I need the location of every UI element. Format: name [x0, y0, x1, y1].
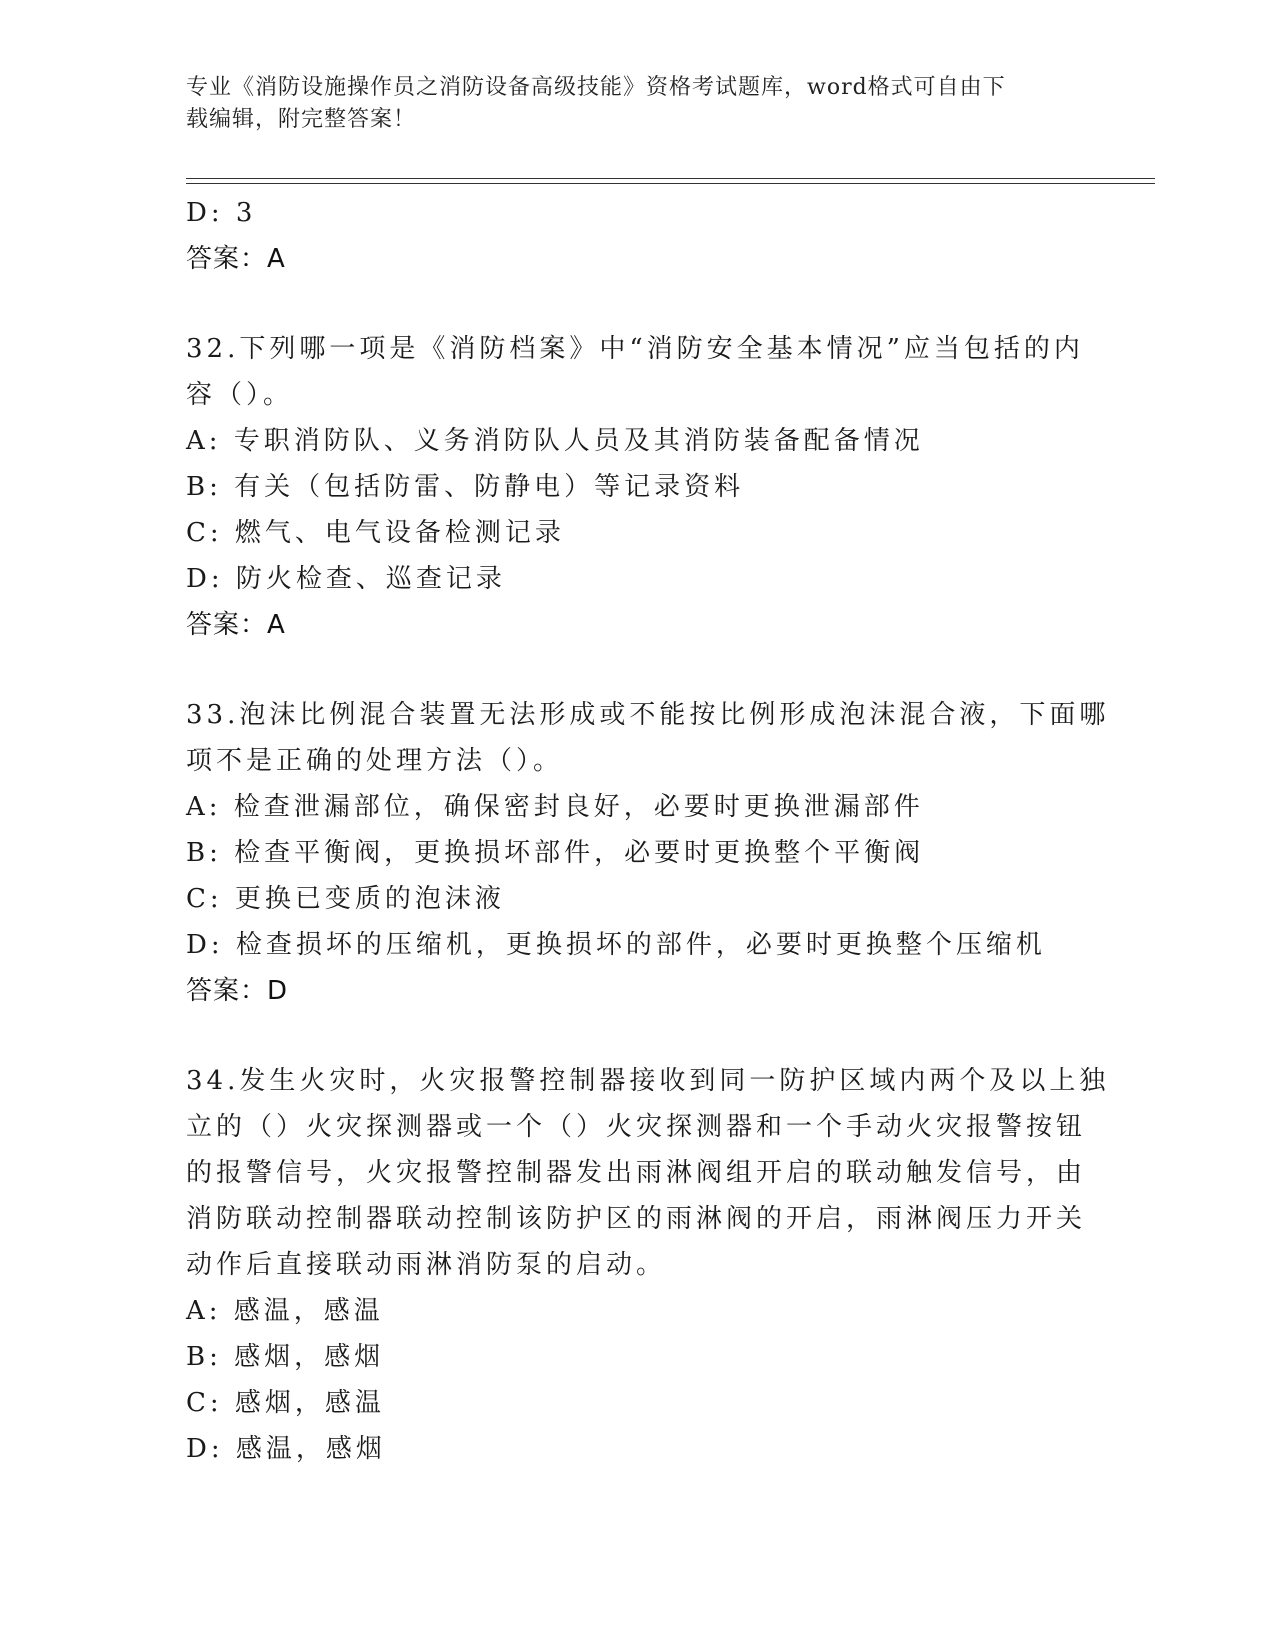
option-c: C: 更换已变质的泡沫液	[186, 884, 505, 914]
stem-line: 项不是正确的处理方法（）。	[186, 746, 564, 776]
question-stem	[186, 692, 1110, 784]
answer-line: 答案：D	[186, 976, 289, 1006]
option-a: A: 检查泄漏部位，确保密封良好，必要时更换泄漏部件	[186, 792, 924, 822]
stem-line: 33.泡沫比例混合装置无法形成或不能按比例形成泡沫混合液，下面哪	[186, 700, 1110, 730]
option-b: B: 感烟，感烟	[186, 1342, 385, 1372]
stem-line: 立的（）火灾探测器或一个（）火灾探测器和一个手动火灾报警按钮	[186, 1112, 1087, 1142]
previous-question-tail	[186, 190, 1086, 282]
stem-line: 的报警信号，火灾报警控制器发出雨淋阀组开启的联动触发信号，由	[186, 1158, 1087, 1188]
question-32	[186, 326, 1086, 648]
stem-line: 动作后直接联动雨淋消防泵的启动。	[186, 1250, 667, 1280]
stem-line: 容（）。	[186, 380, 294, 410]
option-a: A: 专职消防队、义务消防队人员及其消防装备配备情况	[186, 426, 924, 456]
document-header	[186, 72, 1066, 136]
option-b: B: 检查平衡阀，更换损坏部件，必要时更换整个平衡阀	[186, 838, 925, 868]
header-line-1: 专业《消防设施操作员之消防设备高级技能》资格考试题库，word格式可自由下	[186, 75, 1006, 100]
question-content	[186, 190, 1110, 1472]
question-33	[186, 692, 1110, 1014]
option-c: C: 感烟，感温	[186, 1388, 385, 1418]
stem-line: 消防联动控制器联动控制该防护区的雨淋阀的开启，雨淋阀压力开关	[186, 1204, 1087, 1234]
header-divider-top	[186, 178, 1155, 179]
option-d: D: 防火检查、巡查记录	[186, 564, 506, 594]
stem-line: 34.发生火灾时，火灾报警控制器接收到同一防护区域内两个及以上独	[186, 1066, 1110, 1096]
stem-line: 32.下列哪一项是《消防档案》中“消防安全基本情况”应当包括的内	[186, 334, 1084, 364]
answer-line: 答案：A	[186, 244, 286, 274]
option-a: A: 感温，感温	[186, 1296, 384, 1326]
answer-line: 答案：A	[186, 610, 286, 640]
question-stem	[186, 326, 1086, 418]
option-d: D: 感温，感烟	[186, 1434, 386, 1464]
option-b: B: 有关（包括防雷、防静电）等记录资料	[186, 472, 745, 502]
option-c: C: 燃气、电气设备检测记录	[186, 518, 565, 548]
header-divider-bottom	[186, 183, 1155, 184]
option-d: D: 3	[186, 198, 257, 228]
option-d: D: 检查损坏的压缩机，更换损坏的部件，必要时更换整个压缩机	[186, 930, 1046, 960]
question-stem	[186, 1058, 1110, 1288]
question-34	[186, 1058, 1110, 1472]
header-line-2: 载编辑，附完整答案！	[186, 107, 417, 132]
